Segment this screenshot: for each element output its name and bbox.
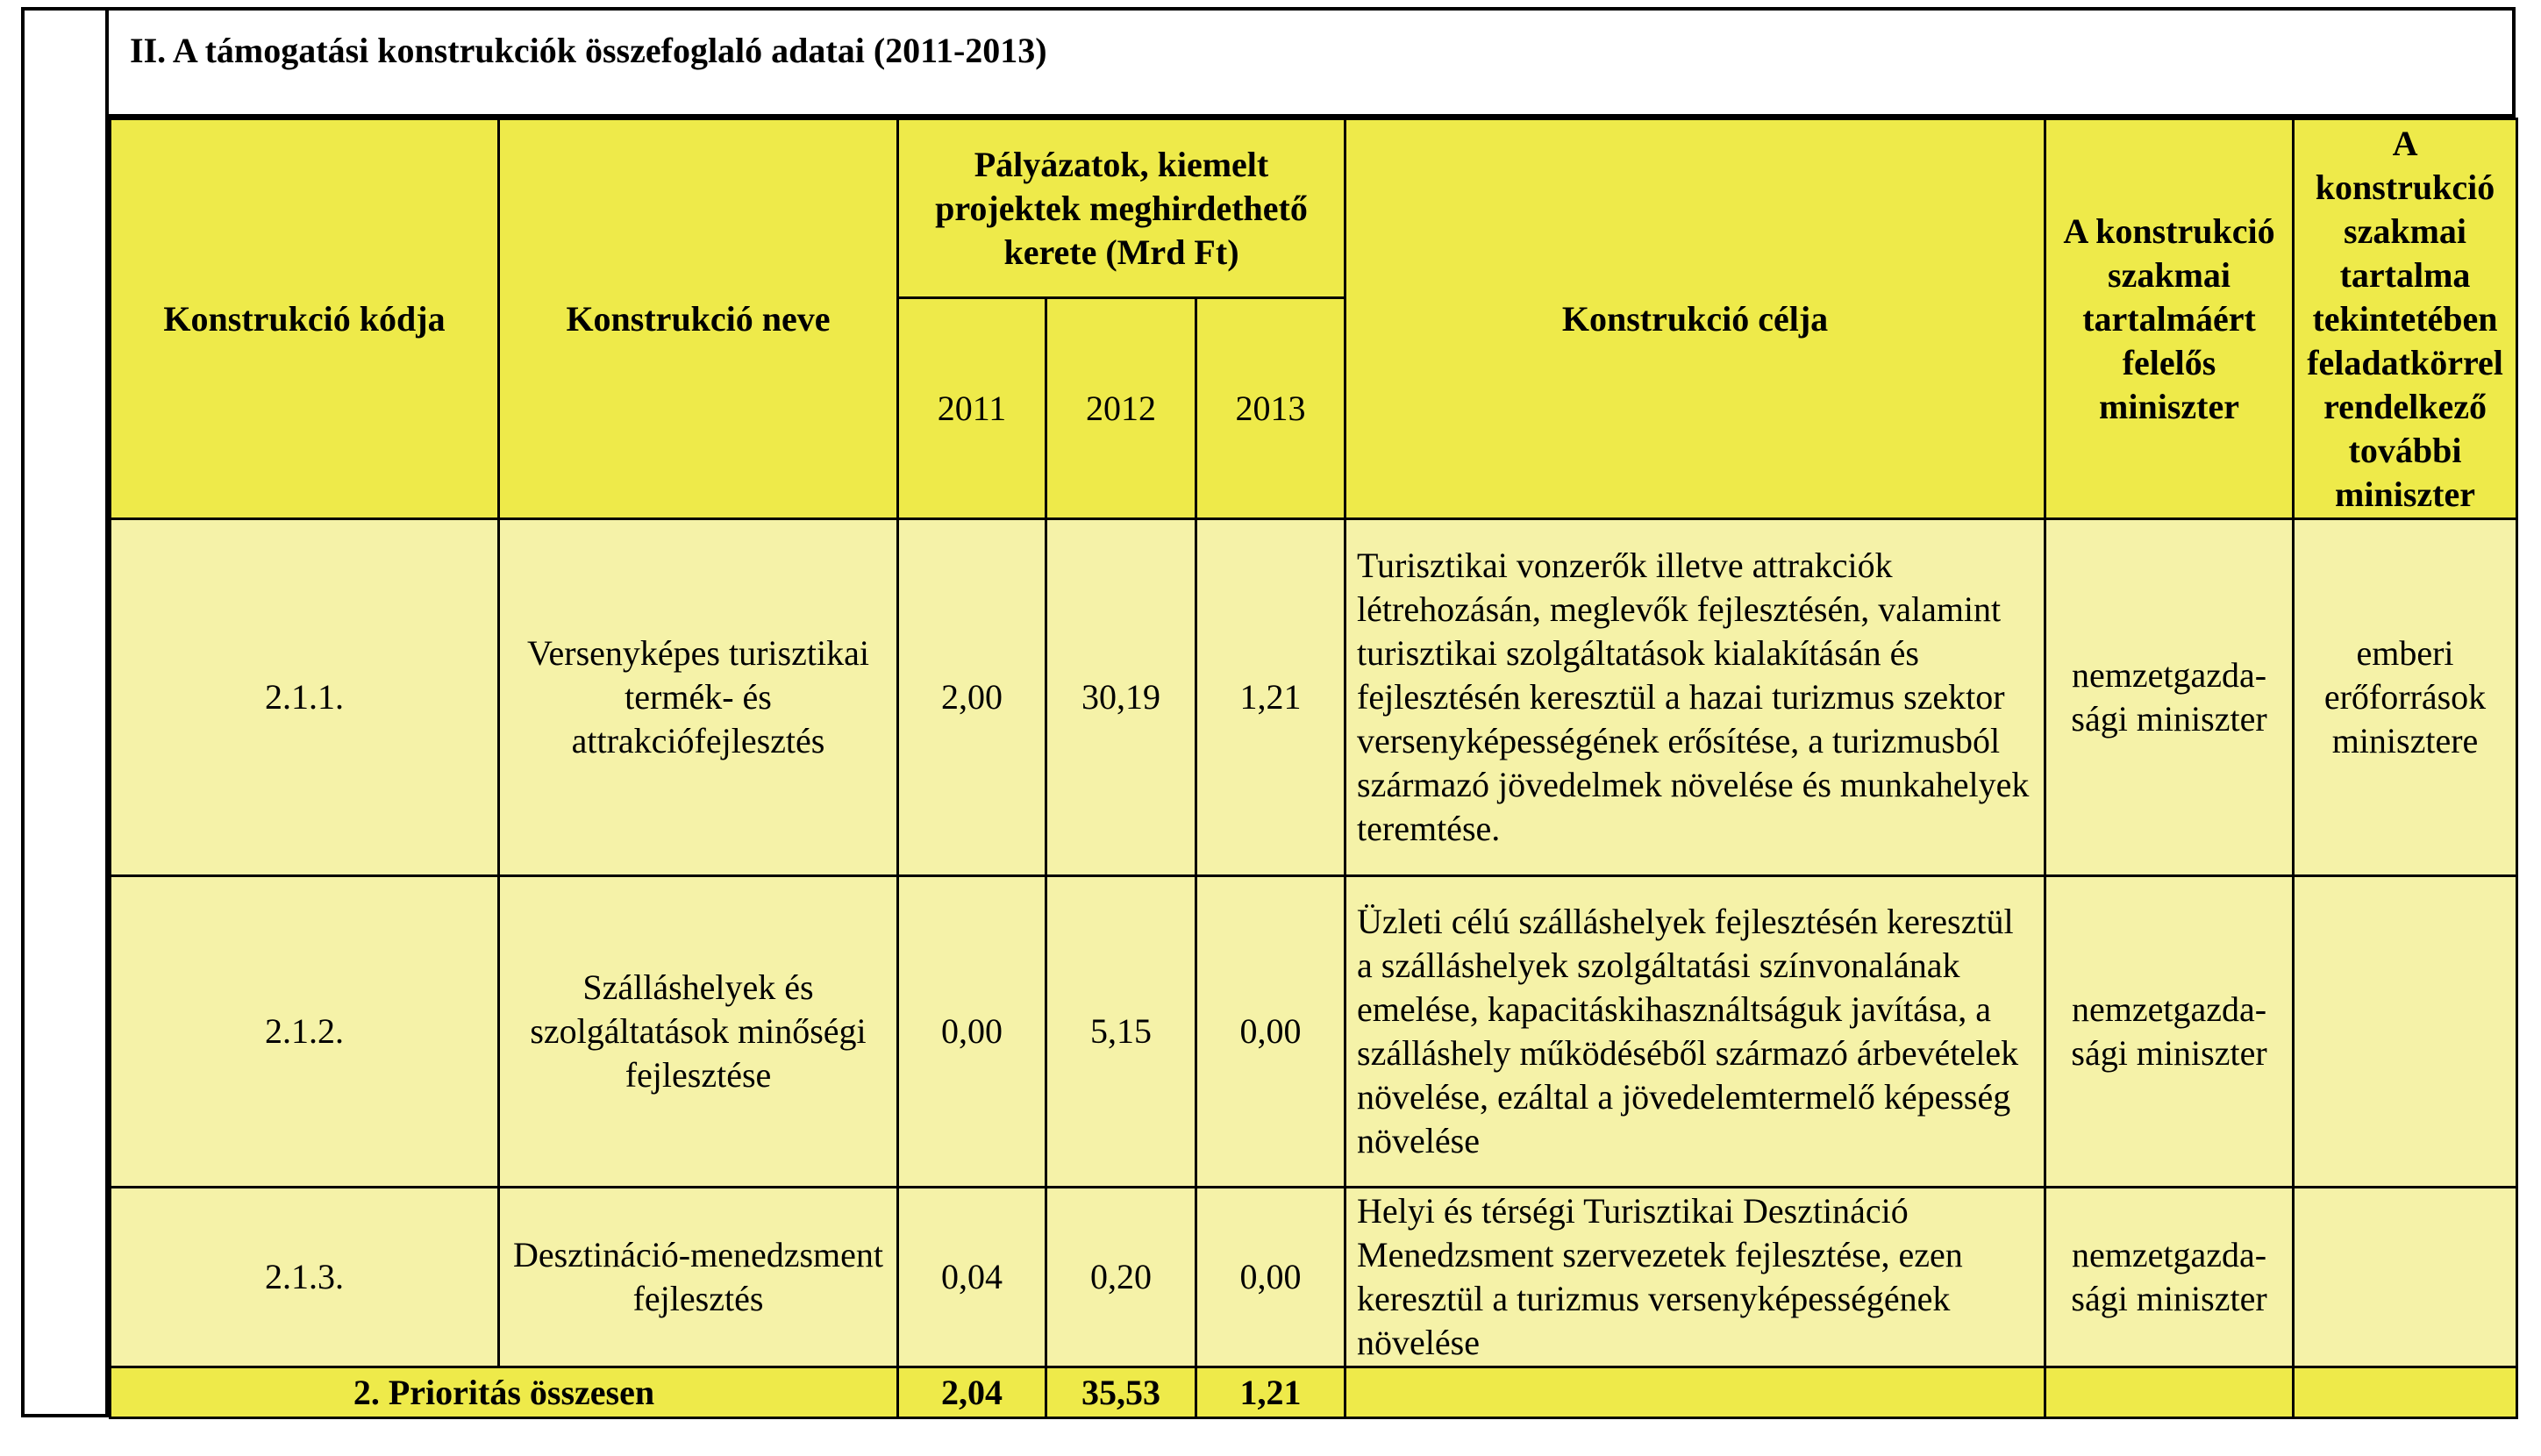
total-goal-empty: [1345, 1367, 2045, 1418]
row-value-2013: 1,21: [1196, 519, 1345, 876]
section-title: II. A támogatási konstrukciók összefoglaló adatai (2011-2013): [130, 31, 1047, 70]
header-responsible-minister: A konstrukció szakmai tartalmáért felelős miniszter: [2045, 119, 2294, 519]
row-value-2011: 0,00: [898, 876, 1046, 1188]
title-row: [109, 7, 2516, 118]
row-code: 2.1.2.: [111, 876, 499, 1188]
row-other-minister: [2294, 1188, 2517, 1367]
total-row: [111, 1367, 2517, 1418]
row-value-2011: 2,00: [898, 519, 1046, 876]
row-code: 2.1.1.: [111, 519, 499, 876]
header-year-2011: 2011: [898, 298, 1046, 519]
row-value-2012: 0,20: [1046, 1188, 1196, 1367]
header-code: Konstrukció kódja: [111, 119, 499, 519]
row-name: Versenyképes turisztikai termék- és attrakciófejlesztés: [499, 519, 898, 876]
total-other-empty: [2294, 1367, 2517, 1418]
row-goal: Üzleti célú szálláshelyek fejlesztésén keresztül a szálláshelyek szolgáltatási színvonalának emelése, kapacitáskihasználtságuk javítása, a szálláshely működéséből származó árbevételek növelése, ezáltal a jövedelemtermelő képesség növelése: [1345, 876, 2045, 1188]
row-goal: Helyi és térségi Turisztikai Desztináció Menedzsment szervezetek fejlesztése, ezen keresztül a turizmus versenyképességének növelése: [1345, 1188, 2045, 1367]
row-name: Desztináció-menedzsment fejlesztés: [499, 1188, 898, 1367]
header-other-minister: A konstrukció szakmai tartalma tekintetében feladatkörrel rendelkező további miniszter: [2294, 119, 2517, 519]
row-responsible-minister: nemzetgazda-sági miniszter: [2045, 876, 2294, 1188]
row-goal: Turisztikai vonzerők illetve attrakciók létrehozásán, meglevők fejlesztésén, valamint turisztikai szolgáltatások kialakításán és fejlesztésén keresztül a hazai turizmus szektor versenyképességének erősítése, a turizmusból származó jövedelmek növelése és munkahelyek teremtése.: [1345, 519, 2045, 876]
total-value-2011: 2,04: [898, 1367, 1046, 1418]
row-code: 2.1.3.: [111, 1188, 499, 1367]
table-row: [111, 1188, 2517, 1367]
header-year-2012: 2012: [1046, 298, 1196, 519]
header-frame: Pályázatok, kiemelt projektek meghirdethető kerete (Mrd Ft): [898, 119, 1345, 298]
construction-table: [109, 118, 2518, 1419]
row-other-minister: [2294, 876, 2517, 1188]
total-label: 2. Prioritás összesen: [111, 1367, 898, 1418]
row-value-2012: 5,15: [1046, 876, 1196, 1188]
total-value-2013: 1,21: [1196, 1367, 1345, 1418]
row-responsible-minister: nemzetgazda-sági miniszter: [2045, 519, 2294, 876]
table-row: [111, 876, 2517, 1188]
row-value-2013: 0,00: [1196, 876, 1345, 1188]
row-responsible-minister: nemzetgazda-sági miniszter: [2045, 1188, 2294, 1367]
header-name: Konstrukció neve: [499, 119, 898, 519]
row-other-minister: emberi erőforrások minisztere: [2294, 519, 2517, 876]
row-value-2013: 0,00: [1196, 1188, 1345, 1367]
row-value-2011: 0,04: [898, 1188, 1046, 1367]
table-row: [111, 519, 2517, 876]
row-name: Szálláshelyek és szolgáltatások minőségi fejlesztése: [499, 876, 898, 1188]
left-margin-column: [21, 7, 109, 1417]
header-year-2013: 2013: [1196, 298, 1345, 519]
total-responsible-empty: [2045, 1367, 2294, 1418]
header-goal: Konstrukció célja: [1345, 119, 2045, 519]
total-value-2012: 35,53: [1046, 1367, 1196, 1418]
row-value-2012: 30,19: [1046, 519, 1196, 876]
